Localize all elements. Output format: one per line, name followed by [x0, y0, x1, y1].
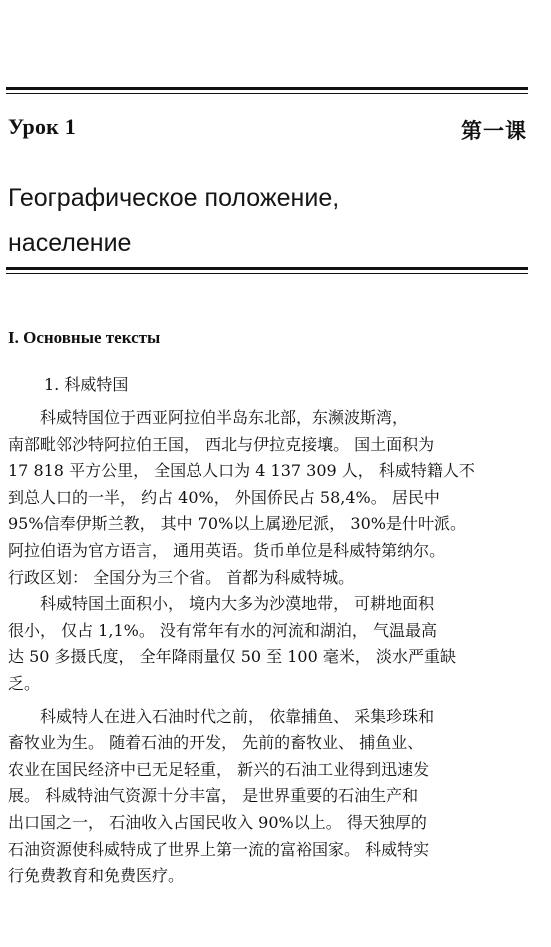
- top-rule-thin: [6, 93, 528, 94]
- text-line: 农业在国民经济中已无足轻重， 新兴的石油工业得到迅速发: [8, 759, 430, 779]
- bottom-rule-thick: [6, 267, 528, 270]
- section-heading: I. Основные тексты: [8, 328, 161, 347]
- bottom-rule-thin: [6, 273, 528, 274]
- text-line: 南部毗邻沙特阿拉伯王国， 西北与伊拉克接壤。 国土面积为: [8, 434, 435, 454]
- text-line: 很小， 仅占 1,1%。 没有常年有水的河流和湖泊， 气温最高: [8, 620, 437, 640]
- text-line: 行免费教育和免费医疗。: [8, 866, 185, 886]
- text-line: 95%信奉伊斯兰教， 其中 70%以上属逊尼派， 30%是什叶派。: [8, 514, 466, 534]
- text-line: 科威特人在进入石油时代之前， 依靠捕鱼、 采集珍珠和: [8, 706, 435, 726]
- text-line: 17 818 平方公里， 全国总人口为 4 137 309 人， 科威特籍人不: [8, 461, 475, 481]
- text-line: 展。 科威特油气资源十分丰富， 是世界重要的石油生产和: [8, 786, 419, 806]
- text-line: 出口国之一， 石油收入占国民收入 90%以上。 得天独厚的: [8, 812, 427, 832]
- lesson-title-line: население: [8, 229, 132, 257]
- top-rule-thick: [6, 87, 528, 90]
- text-line: 石油资源使科威特成了世界上第一流的富裕国家。 科威特实: [8, 839, 430, 859]
- text-line: 达 50 多摄氏度， 全年降雨量仅 50 至 100 毫米， 淡水严重缺: [8, 647, 456, 667]
- paragraph: [8, 405, 528, 591]
- text-line: 科威特国土面积小， 境内大多为沙漠地带， 可耕地面积: [8, 594, 435, 614]
- body-text: [8, 405, 528, 890]
- text-line: 畜牧业为生。 随着石油的开发， 先前的畜牧业、 捕鱼业、: [8, 733, 424, 753]
- text-line: 科威特国位于西亚阿拉伯半岛东北部，东濒波斯湾，: [8, 408, 409, 427]
- text-line: 阿拉伯语为官方语言， 通用英语。货币单位是科威特第纳尔。: [8, 540, 446, 560]
- lesson-title-line: Географическое положение,: [8, 184, 340, 212]
- lesson-number-russian: Урок 1: [8, 114, 76, 139]
- lesson-number-chinese: 第一课: [461, 118, 527, 143]
- paragraph: [8, 591, 528, 697]
- lesson-title: [8, 176, 528, 266]
- text-subheading: 1. 科威特国: [44, 375, 129, 394]
- text-line: 乏。: [8, 673, 41, 693]
- text-line: 到总人口的一半， 约占 40%， 外国侨民占 58,4%。 居民中: [8, 487, 440, 507]
- text-line: 行政区划： 全国分为三个省。 首都为科威特城。: [8, 567, 355, 587]
- paragraph: [8, 704, 528, 890]
